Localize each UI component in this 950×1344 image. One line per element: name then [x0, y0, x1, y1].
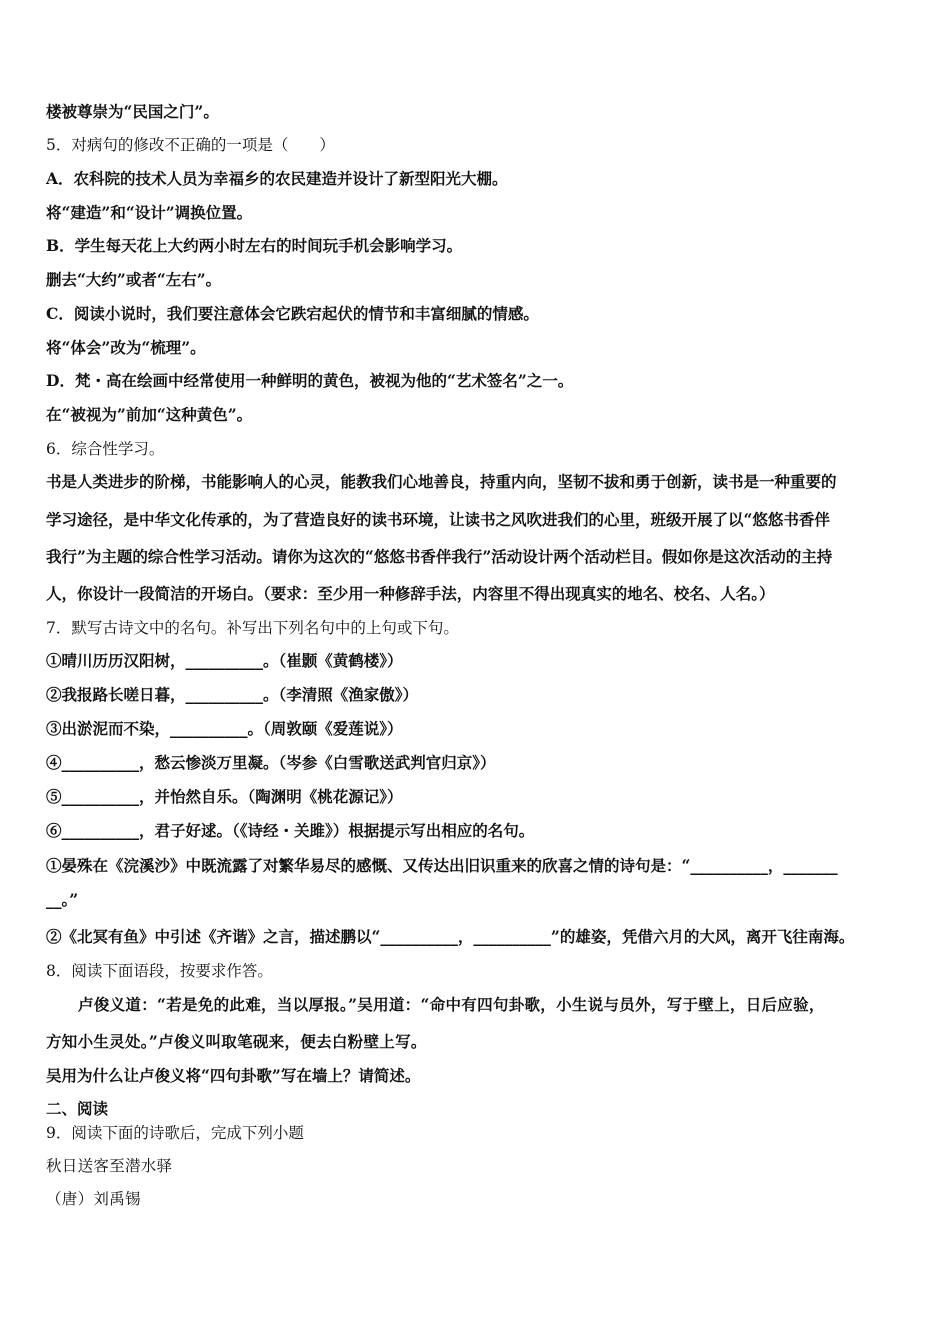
- question-6-text: 我行”为主题的综合性学习活动。请你为这次的“悠悠书香伴我行”活动设计两个活动栏目。假如你是这次活动的主持: [46, 547, 833, 566]
- question-7-heading: 7．默写古诗文中的名句。补写出下列名句中的上句或下句。: [46, 619, 459, 637]
- fill-blank-item: ①晏殊在《浣溪沙》中既流露了对繁华易尽的感慨、又传达出旧识重来的欣喜之情的诗句是：“__________，_______: [46, 856, 838, 875]
- fill-blank-item: ⑥__________，君子好逑。（《诗经・关雎》）根据提示写出相应的名句。: [46, 821, 535, 840]
- question-8-prompt: 吴用为什么让卢俊义将“四句卦歌”写在墙上？请简述。: [46, 1066, 421, 1085]
- option-c: C．阅读小说时，我们要注意体会它跌宕起伏的情节和丰富细腻的情感。: [46, 304, 539, 323]
- option-a: A．农科院的技术人员为幸福乡的农民建造并设计了新型阳光大棚。: [46, 169, 508, 188]
- question-6-heading: 6．综合性学习。: [46, 440, 165, 458]
- option-a-revision: 将“建造”和“设计”调换位置。: [46, 203, 253, 222]
- text-line: 楼被尊崇为“民国之门”。: [46, 102, 219, 121]
- fill-blank-item: __。”: [46, 890, 79, 909]
- fill-blank-item: ②我报路长嗟日暮，__________。（李清照《渔家傲》）: [46, 685, 419, 704]
- option-b: B．学生每天花上大约两小时左右的时间玩手机会影响学习。: [46, 236, 463, 255]
- question-6-text: 人，你设计一段简洁的开场白。（要求：至少用一种修辞手法，内容里不得出现真实的地名、校名、人名。）: [46, 584, 775, 603]
- passage-text: 卢俊义道：“若是免的此难，当以厚报。”吴用道：“命中有四句卦歌，小生说与员外，写于壁上，日后应验，: [78, 995, 825, 1014]
- fill-blank-item: ④__________，愁云惨淡万里凝。（岑参《白雪歌送武判官归京》）: [46, 753, 496, 772]
- fill-blank-item: ⑤__________，并怡然自乐。（陶渊明《桃花源记》）: [46, 787, 403, 806]
- fill-blank-item: ③出淤泥而不染，__________。（周敦颐《爱莲说》）: [46, 719, 403, 738]
- question-6-text: 书是人类进步的阶梯，书能影响人的心灵，能教我们心地善良，持重内向，坚韧不拔和勇于创新，读书是一种重要的: [46, 472, 837, 491]
- poem-title: 秋日送客至潜水驿: [46, 1157, 173, 1175]
- fill-blank-item: ②《北冥有鱼》中引述《齐谐》之言，描述鹏以“__________，__________”的雄姿，凭借六月的大风，离开飞往南海。: [46, 927, 855, 946]
- option-d: D．梵・高在绘画中经常使用一种鲜明的黄色，被视为他的“艺术签名”之一。: [46, 371, 574, 390]
- passage-text: 方知小生灵处。”卢俊义叫取笔砚来，便去白粉壁上写。: [46, 1032, 427, 1051]
- option-c-revision: 将“体会”改为“梳理”。: [46, 338, 206, 357]
- option-d-revision: 在“被视为”前加“这种黄色”。: [46, 405, 253, 424]
- question-5-heading: 5．对病句的修改不正确的一项是（ ）: [46, 136, 335, 154]
- question-9-heading: 9．阅读下面的诗歌后，完成下列小题: [46, 1124, 304, 1142]
- fill-blank-item: ①晴川历历汉阳树，__________。（崔颢《黄鹤楼》）: [46, 651, 403, 670]
- option-b-revision: 删去“大约”或者“左右”。: [46, 270, 222, 289]
- question-8-heading: 8．阅读下面语段，按要求作答。: [46, 962, 273, 980]
- section-heading: 二、阅读: [46, 1099, 109, 1118]
- poem-author: （唐）刘禹锡: [46, 1190, 141, 1208]
- question-6-text: 学习途径，是中华文化传承的，为了营造良好的读书环境，让读书之风吹进我们的心里，班级开展了以“悠悠书香伴: [46, 510, 830, 529]
